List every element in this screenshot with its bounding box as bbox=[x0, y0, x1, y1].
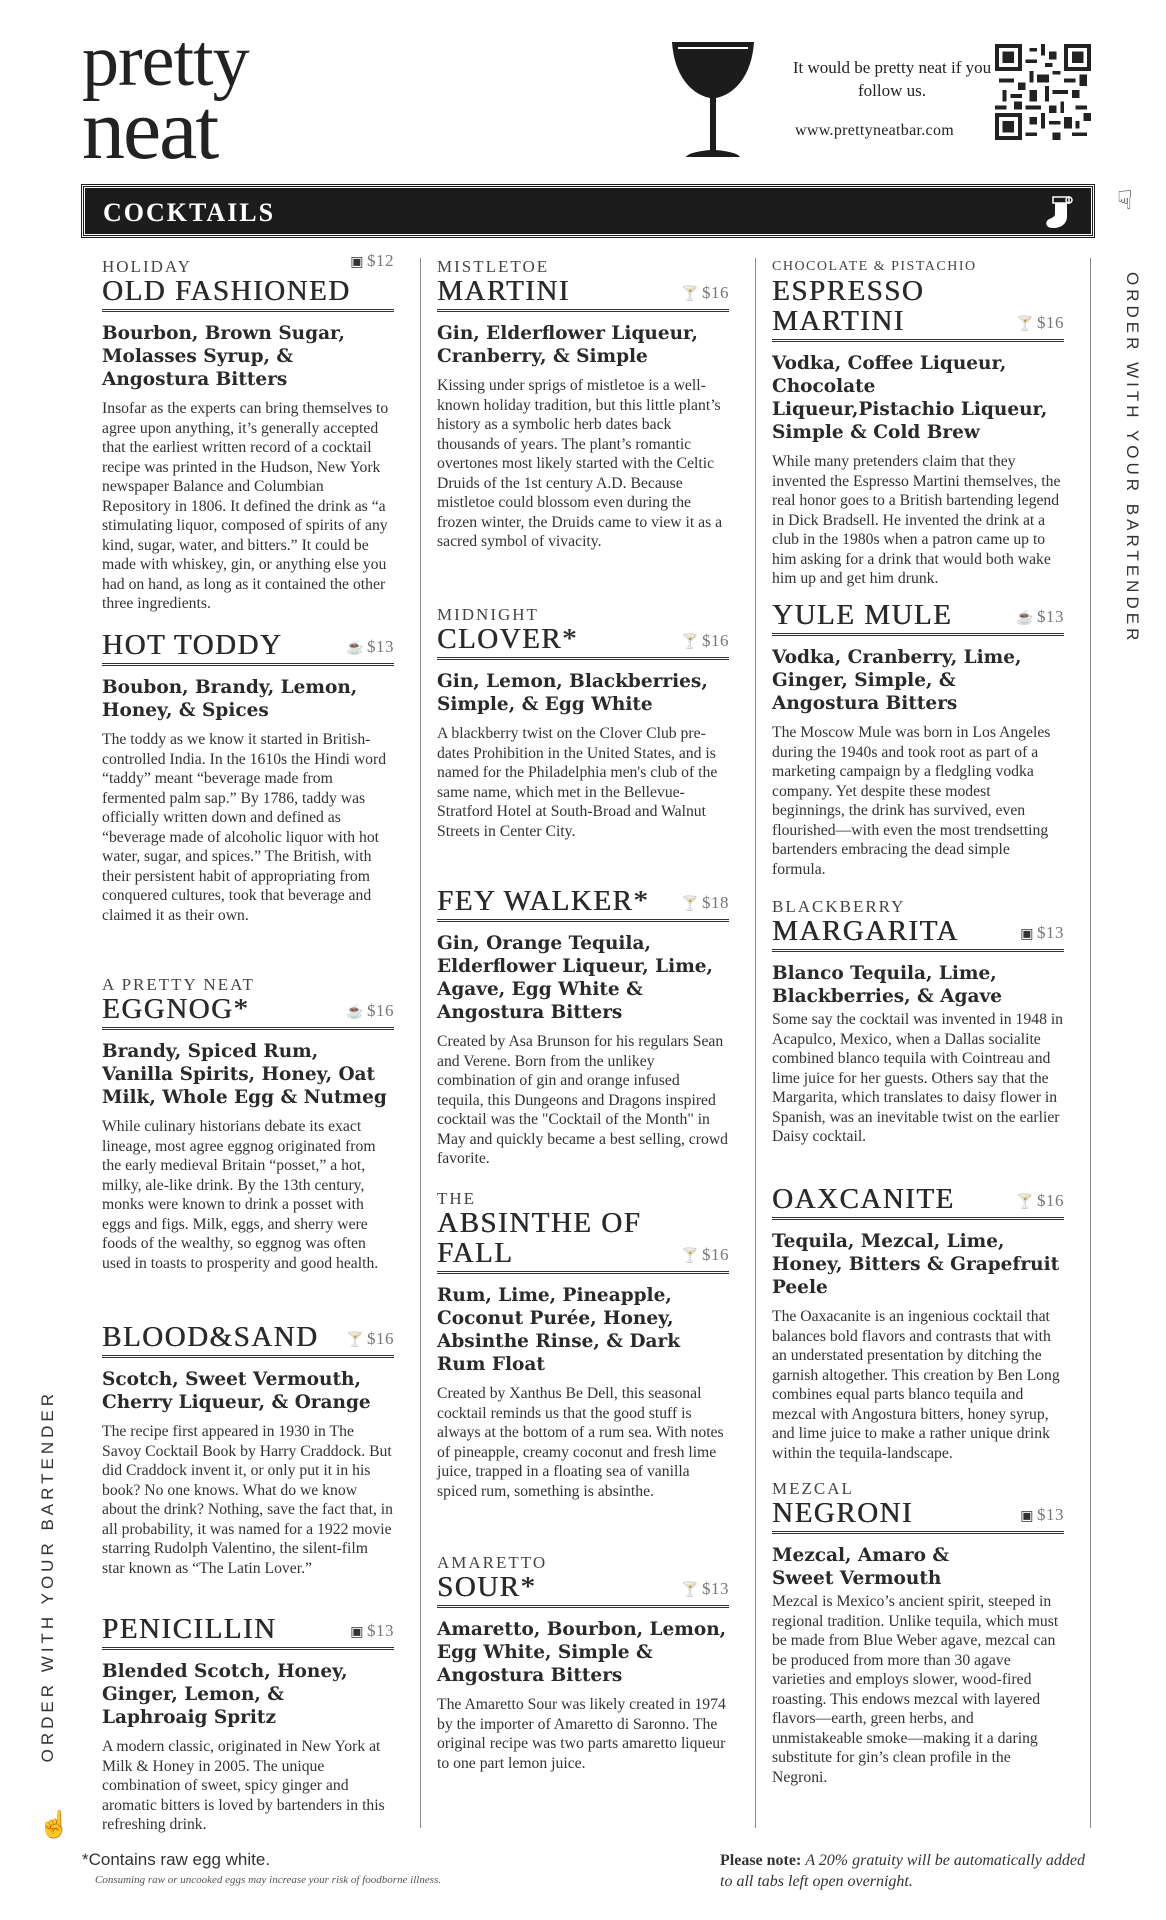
website-link[interactable]: www.prettyneatbar.com bbox=[795, 122, 954, 139]
drink-yule-mule bbox=[772, 600, 1064, 879]
drink-blood-and-sand bbox=[102, 1322, 394, 1578]
drink-price: $13 bbox=[367, 1621, 394, 1640]
drink-description: The Amaretto Sour was likely created in 1974 by the importer of Amaretto di Saronno. The original recipe was two parts amaretto liqueur to one part lemon juice. bbox=[437, 1696, 726, 1772]
drink-prefix: MEZCAL bbox=[772, 1479, 854, 1498]
martini-icon: 🍸 bbox=[681, 1249, 699, 1264]
drink-name: NEGRONI bbox=[772, 1497, 913, 1529]
order-with-bartender-right: ORDER WITH YOUR BARTENDER bbox=[1123, 272, 1142, 645]
drink-ingredients: Scotch, Sweet Vermouth, Cherry Liqueur, & Orange bbox=[102, 1369, 371, 1413]
drink-prefix: HOLIDAY bbox=[102, 257, 192, 276]
rocks-glass-icon: ▣ bbox=[350, 255, 364, 270]
drink-hot-toddy bbox=[102, 630, 394, 925]
logo-line-2: neat bbox=[82, 80, 218, 177]
drink-name: YULE MULE bbox=[772, 599, 953, 631]
drink-midnight-clover bbox=[437, 606, 729, 841]
drink-price: $13 bbox=[367, 637, 394, 656]
martini-icon: 🍸 bbox=[1016, 317, 1034, 332]
drink-name: EGGNOG* bbox=[102, 993, 250, 1025]
drink-price: $16 bbox=[1037, 1191, 1064, 1210]
drink-prefix: MISTLETOE bbox=[437, 257, 550, 276]
drink-description: Insofar as the experts can bring themselves to agree upon anything, it’s generally accepted that the earliest written record of a cocktail recipe was printed in the Hudson, New York newspaper Balance and Columbian Repository in 1806. It defined the drink as “a stimulating liquor, composed of spirits of any kind, sugar, water, and bitters.” It could be made with whiskey, gin, or anything else you had on hand, as long as it contained the other three ingredients. bbox=[102, 400, 389, 612]
drink-holiday-old-fashioned bbox=[102, 251, 394, 614]
column-divider bbox=[420, 258, 421, 1828]
drink-ingredients: Vodka, Cranberry, Lime, Ginger, Simple, & Angostura Bitters bbox=[772, 647, 1022, 714]
drink-ingredients: Bourbon, Brown Sugar, Molasses Syrup, & Angostura Bitters bbox=[102, 323, 345, 390]
drink-name: ESPRESSO MARTINI bbox=[772, 275, 925, 337]
drink-ingredients: Gin, Elderflower Liqueur, Cranberry, & Simple bbox=[437, 323, 698, 367]
martini-icon: 🍸 bbox=[681, 1583, 699, 1598]
drink-description: Created by Xanthus Be Dell, this seasonal cocktail reminds us that the good stuff is always at the bottom of a rum sea. With notes of pineapple, creamy coconut and fresh lime juice, trapped in a floating sea of vanilla spiced rum, something is absinthe. bbox=[437, 1385, 724, 1500]
follow-us-text: It would be pretty neat if you follow us. bbox=[792, 58, 992, 100]
drink-description: While culinary historians debate its exact lineage, most agree eggnog originated from the early medieval Britain “posset,” a hot, milky, ale-like drink. By the 13th century, monks were known to drink a posset with eggs and figs. Milk, eggs, and sherry were foods of the wealthy, so eggnog was often used in toasts to prosperity and good health. bbox=[102, 1118, 379, 1272]
mug-icon: ☕ bbox=[1016, 611, 1034, 626]
drink-ingredients: Brandy, Spiced Rum, Vanilla Spirits, Honey, Oat Milk, Whole Egg & Nutmeg bbox=[102, 1041, 387, 1108]
drink-ingredients: Gin, Lemon, Blackberries, Simple, & Egg White bbox=[437, 671, 708, 715]
rocks-glass-icon: ▣ bbox=[1020, 927, 1034, 942]
drink-ingredients: Blended Scotch, Honey, Ginger, Lemon, & Laphroaig Spritz bbox=[102, 1661, 348, 1728]
note-label: Please note: bbox=[720, 1852, 802, 1869]
column-divider bbox=[1090, 258, 1091, 1828]
drink-prefix: AMARETTO bbox=[437, 1553, 548, 1572]
note-text: A 20% gratuity will be automatically added to all tabs left open overnight. bbox=[720, 1852, 1085, 1890]
column-divider bbox=[755, 258, 756, 1828]
drink-price: $16 bbox=[702, 1245, 729, 1264]
drink-prefix: THE bbox=[437, 1189, 477, 1208]
rocks-glass-icon: ▣ bbox=[1020, 1509, 1034, 1524]
coupe-glass-logo-icon bbox=[668, 38, 758, 162]
mug-icon: ☕ bbox=[346, 641, 364, 656]
stocking-icon bbox=[1041, 194, 1077, 232]
drink-ingredients: Rum, Lime, Pineapple, Coconut Purée, Honey, Absinthe Rinse, & Dark Rum Float bbox=[437, 1285, 681, 1375]
drink-name: PENICILLIN bbox=[102, 1613, 277, 1645]
drink-mezcal-negroni bbox=[772, 1480, 1064, 1787]
coupe-icon: 🍸 bbox=[346, 1333, 364, 1348]
drink-description: The toddy as we know it started in British-controlled India. In the 1610s the Hindi word “taddy” meant “beverage made from fermented palm sap.” By 1786, taddy was officially written down and defined as “beverage made of alcoholic liquor with hot water, sugar, and spices.” The British, with their persistent habit of appropriating from conquered cultures, took that beverage and claimed it as their own. bbox=[102, 731, 387, 924]
drink-penicillin bbox=[102, 1614, 394, 1835]
drink-ingredients: Amaretto, Bourbon, Lemon, Egg White, Simple & Angostura Bitters bbox=[437, 1619, 727, 1686]
drink-chocolate-pistachio-espresso-martini bbox=[772, 258, 1064, 589]
martini-icon: 🍸 bbox=[681, 635, 699, 650]
mug-icon: ☕ bbox=[346, 1005, 364, 1020]
drink-blackberry-margarita bbox=[772, 898, 1064, 1147]
martini-icon: 🍸 bbox=[1016, 1195, 1034, 1210]
drink-name: MARGARITA bbox=[772, 915, 959, 947]
drink-description: A modern classic, originated in New York at Milk & Honey in 2005. The unique combination of sweet, spicy ginger and aromatic bitters is loved by bartenders in this refreshing drink. bbox=[102, 1738, 385, 1833]
drink-ingredients: Blanco Tequila, Lime, Blackberries, & Agave bbox=[772, 963, 1002, 1007]
drink-name: FEY WALKER* bbox=[437, 885, 650, 917]
drink-ingredients: Tequila, Mezcal, Lime, Honey, Bitters & Grapefruit Peele bbox=[772, 1231, 1060, 1298]
drink-oaxcanite bbox=[772, 1184, 1064, 1463]
drink-description: Kissing under sprigs of mistletoe is a well-known holiday tradition, but this little plant’s history as a symbolic herb dates back thousands of years. The plant’s romantic overtones most likely started with the Celtic Druids of the 1st century A.D. Because mistletoe could blossom even during the frozen winter, the Druids came to view it as a sacred symbol of vivacity. bbox=[437, 377, 723, 550]
drink-price: $16 bbox=[367, 1329, 394, 1348]
drink-price: $13 bbox=[1037, 1505, 1064, 1524]
drink-ingredients: Boubon, Brandy, Lemon, Honey, & Spices bbox=[102, 677, 358, 721]
order-with-bartender-left: ORDER WITH YOUR BARTENDER bbox=[38, 1390, 57, 1763]
drink-absinthe-of-fall bbox=[437, 1190, 729, 1501]
drink-description: Mezcal is Mexico’s ancient spirit, steeped in regional tradition. Unlike tequila, which must be made from Blue Weber agave, mezcal can be produced from more than 30 agave varieties and employs slower, wood-fired roasting. This endows mezcal with layered flavors—earth, green herbs, and unmistakeable smoke—making it a daring substitute for gin’s clean profile in the Negroni. bbox=[772, 1593, 1059, 1786]
drink-description: The Oaxacanite is an ingenious cocktail that balances bold flavors and contrasts that with an understated presentation by ditching the garnish altogether. This creation by Ben Long combines equal parts blanco tequila and mezcal with Angostura bitters, honey syrup, and lime juice to make a rather unique drink within the tequila-landscape. bbox=[772, 1308, 1060, 1462]
drink-name: MARTINI bbox=[437, 275, 570, 307]
drink-ingredients: Vodka, Coffee Liqueur, Chocolate Liqueur,Pistachio Liqueur, Simple & Cold Brew bbox=[772, 353, 1048, 443]
drink-name: SOUR* bbox=[437, 1571, 537, 1603]
drink-mistletoe-martini bbox=[437, 258, 729, 552]
drink-price: $12 bbox=[367, 251, 394, 270]
drink-name: BLOOD&SAND bbox=[102, 1321, 319, 1353]
cocktails-banner bbox=[82, 185, 1094, 237]
drink-prefix: CHOCOLATE & PISTACHIO bbox=[772, 259, 977, 274]
logo-line-1: pretty bbox=[82, 20, 249, 102]
raw-egg-notice: *Contains raw egg white. bbox=[82, 1850, 271, 1869]
drink-fey-walker bbox=[437, 886, 729, 1169]
drink-eggnog bbox=[102, 976, 394, 1273]
martini-icon: 🍸 bbox=[681, 897, 699, 912]
drink-price: $16 bbox=[702, 283, 729, 302]
drink-ingredients: Mezcal, Amaro & Sweet Vermouth bbox=[772, 1545, 950, 1589]
drink-name: HOT TODDY bbox=[102, 629, 283, 661]
drink-description: The recipe first appeared in 1930 in The Savoy Cocktail Book by Harry Craddock. But did Craddock invent it, or only put it in his book? No one knows. What do we know about the drink? Nothing, save the fact that, in all probability, it was named for a 1922 movie starring Rudolph Valentino, the silent-film star known as “The Latin Lover.” bbox=[102, 1423, 394, 1577]
drink-description: A blackberry twist on the Clover Club pre-dates Prohibition in the United States, and is named for the Philadelphia men's club of the same name, which met in the Bellevue-Stratford Hotel at South-Broad and Walnut Streets in Center City. bbox=[437, 725, 718, 840]
pointing-hand-icon: ☝ bbox=[38, 1810, 71, 1840]
drink-ingredients: Gin, Orange Tequila, Elderflower Liqueur, Lime, Agave, Egg White & Angostura Bitters bbox=[437, 933, 714, 1023]
drink-description: The Moscow Mule was born in Los Angeles during the 1940s and took root as part of a marketing campaign by a fledgling vodka company. Yet despite these modest beginnings, the drink has survived, even flourished—with even the most trendsetting bartenders embracing the dead simple formula. bbox=[772, 724, 1051, 878]
drink-prefix: A PRETTY NEAT bbox=[102, 975, 255, 994]
gratuity-note bbox=[720, 1850, 1100, 1892]
logo bbox=[82, 20, 249, 177]
drink-price: $13 bbox=[702, 1579, 729, 1598]
drink-price: $16 bbox=[702, 631, 729, 650]
drink-price: $16 bbox=[1037, 313, 1064, 332]
drink-name: OAXCANITE bbox=[772, 1183, 955, 1215]
rocks-glass-icon: ▣ bbox=[350, 1625, 364, 1640]
drink-description: While many pretenders claim that they invented the Espresso Martini themselves, the real honor goes to a British bartending legend in Dick Bradsell. He invented the drink at a club in the 1980s when a patron came up to him asking for a drink that would both wake him up and get him drunk. bbox=[772, 453, 1061, 587]
drink-description: Some say the cocktail was invented in 1948 in Acapulco, Mexico, when a Dallas socialite combined blanco tequila with Cointreau and lime juice for her guests. Others say that the Margarita, which translates to daisy flower in Spanish, was an inevitable twist on the earlier Daisy cocktail. bbox=[772, 1011, 1064, 1145]
drink-name: ABSINTHE OF FALL bbox=[437, 1207, 642, 1269]
drink-prefix: MIDNIGHT bbox=[437, 605, 539, 624]
drink-name: CLOVER* bbox=[437, 623, 578, 655]
drink-price: $16 bbox=[367, 1001, 394, 1020]
martini-icon: 🍸 bbox=[681, 287, 699, 302]
qr-code-icon[interactable] bbox=[995, 44, 1091, 140]
drink-name: OLD FASHIONED bbox=[102, 275, 351, 307]
drink-price: $13 bbox=[1037, 923, 1064, 942]
banner-title: COCKTAILS bbox=[103, 198, 276, 227]
foodborne-illness-warning: Consuming raw or uncooked eggs may increase your risk of foodborne illness. bbox=[95, 1874, 442, 1886]
drink-price: $18 bbox=[702, 893, 729, 912]
pointing-hand-icon: ☟ bbox=[1117, 186, 1133, 216]
drink-prefix: BLACKBERRY bbox=[772, 897, 906, 916]
drink-amaretto-sour bbox=[437, 1554, 729, 1773]
drink-price: $13 bbox=[1037, 607, 1064, 626]
drink-description: Created by Asa Brunson for his regulars Sean and Verene. Born from the unlikey combination of gin and orange infused tequila, this Dungeons and Dragons inspired cocktail was the "Cocktail of the Month" in May and quickly became a best selling, crowd favorite. bbox=[437, 1033, 729, 1167]
